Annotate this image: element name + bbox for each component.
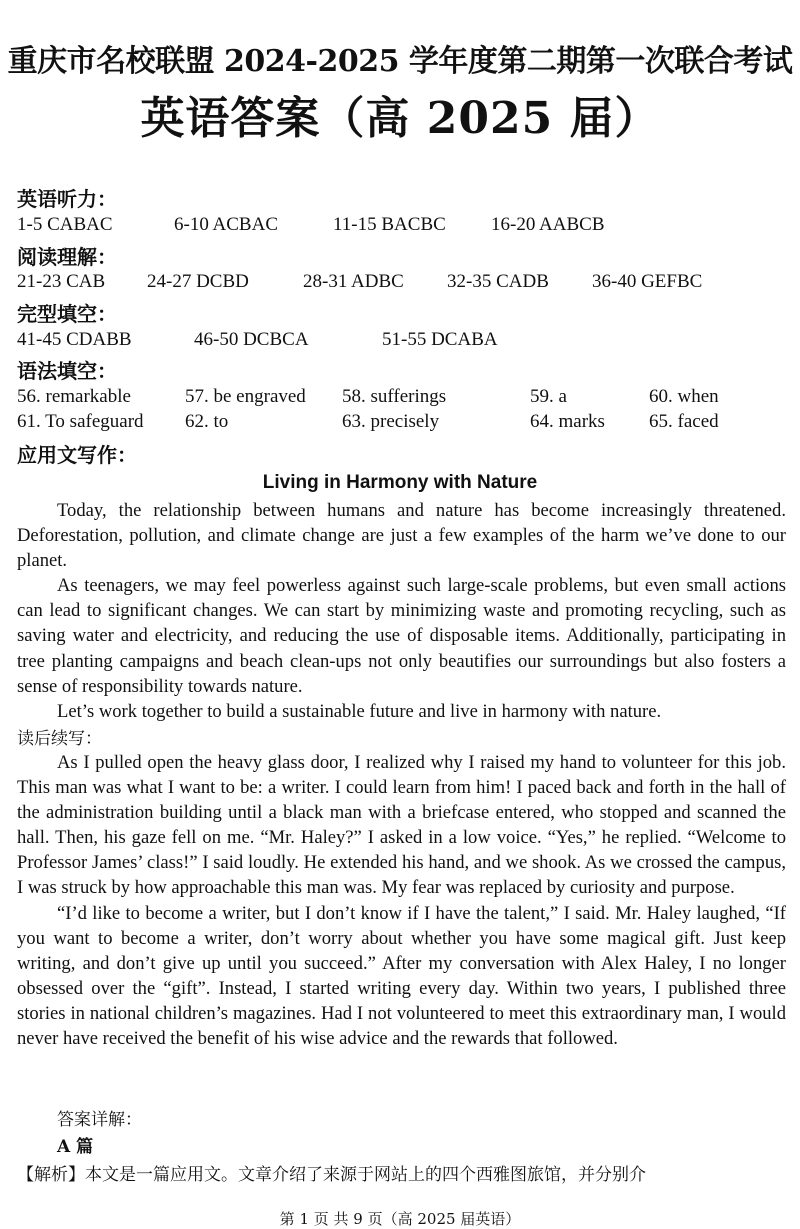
grammar-answer: 56. remarkable: [17, 386, 131, 407]
answer-group: 36-40 GEFBC: [592, 271, 703, 292]
continuation-paragraph: As I pulled open the heavy glass door, I realized why I raised my hand to volunteer for this job. This man was what I want to be: a writer. I could learn from him! I paced back and forth in the hall of the administration building until a black man with a briefcase entered, who stopped and scanned the hall. Then, his gaze fell on me. “Mr. Haley?” I asked in a low voice. “Yes,” he replied. “Welcome to Professor James’ class!” I said loudly. He extended his hand, and we shook. As we crossed the campus, I was struck by how approachable this man was. My fear was replaced by curiosity and purpose.: [17, 752, 786, 899]
grammar-heading: 语法填空：: [17, 359, 117, 383]
answer-group: 51-55 DCABA: [382, 329, 498, 350]
grammar-answer: 61. To safeguard: [17, 411, 144, 432]
continuation-body: [17, 750, 786, 1051]
answer-group: 41-45 CDABB: [17, 329, 132, 350]
continuation-heading: 读后续写：: [17, 729, 102, 749]
page-footer: 第 1 页 共 9 页（高 2025 届英语）: [279, 1210, 521, 1228]
answer-group: 24-27 DCBD: [147, 271, 249, 292]
grammar-answer: 63. precisely: [342, 411, 440, 432]
analysis-text: 【解析】本文是一篇应用文。文章介绍了来源于网站上的四个西雅图旅馆，并分别介: [17, 1165, 646, 1185]
explanation-heading: 答案详解：: [57, 1110, 142, 1130]
grammar-answer: 65. faced: [649, 411, 719, 432]
answer-group: 1-5 CABAC: [17, 214, 113, 235]
essay-paragraph: Let’s work together to build a sustainable future and live in harmony with nature.: [57, 700, 662, 722]
answer-group: 16-20 AABCB: [491, 214, 605, 235]
essay-body: [17, 498, 786, 724]
exam-title: 重庆市名校联盟 2024-2025 学年度第二期第一次联合考试: [7, 44, 793, 79]
grammar-answer: 57. be engraved: [185, 386, 306, 407]
answer-group: 21-23 CAB: [17, 271, 106, 292]
grammar-answer: 60. when: [649, 386, 719, 407]
essay-paragraph: As teenagers, we may feel powerless against such large-scale problems, but even small actions can lead to significant changes. We can start by minimizing waste and promoting recycling, such as saving water and electricity, and reducing the use of disposable items. Additionally, participating in tree planting campaigns and beach clean-ups not only beautifies our surroundings but also fosters a sense of responsibility towards nature.: [17, 575, 786, 697]
answer-group: 46-50 DCBCA: [194, 329, 309, 350]
writing-heading: 应用文写作：: [17, 443, 137, 467]
answer-group: 11-15 BACBC: [333, 214, 446, 235]
continuation-paragraph: “I’d like to become a writer, but I don’t know if I have the talent,” I said. Mr. Haley laughed, “If you want to become a writer, don’t worry about whether you have some magical gift. Just keep writing, and don’t give up until you succeed.” After my conversation with Alex Haley, I no longer obsessed over the “gift”. Instead, I started writing every day. Within two years, I published three stories in national children’s magazines. Had I not volunteered to meet this extraordinary man, I would never have received the benefit of his wise advice and the rewards that followed.: [17, 902, 786, 1050]
grammar-answer: 58. sufferings: [342, 386, 447, 407]
essay-title: Living in Harmony with Nature: [262, 472, 538, 493]
grammar-answer: 62. to: [185, 411, 229, 432]
answer-key-title: 英语答案（高 2025 届）: [140, 93, 660, 144]
answer-group: 6-10 ACBAC: [174, 214, 278, 235]
cloze-heading: 完型填空：: [17, 302, 117, 326]
grammar-answer: 64. marks: [530, 411, 605, 432]
grammar-answer: 59. a: [530, 386, 567, 407]
passage-label: A 篇: [57, 1137, 94, 1157]
answer-group: 28-31 ADBC: [303, 271, 404, 292]
reading-heading: 阅读理解：: [17, 245, 117, 269]
listening-heading: 英语听力：: [17, 187, 117, 211]
essay-paragraph: Today, the relationship between humans and nature has become increasingly threatened. Deforestation, pollution, and climate change are just a few examples of the harm we’ve done to our planet.: [17, 500, 786, 572]
answer-group: 32-35 CADB: [447, 271, 549, 292]
